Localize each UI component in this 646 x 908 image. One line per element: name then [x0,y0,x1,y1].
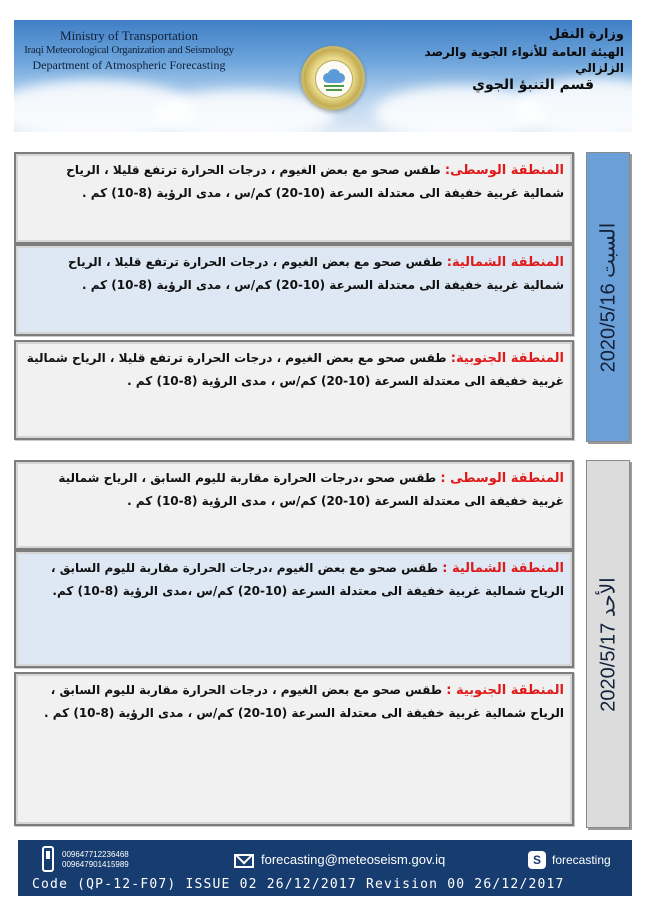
region-forecast-text: طقس صحو مع بعض الغيوم ، درجات الحرارة ترتفع قليلا ، الرياح شمالية غربية خفيفة الى معتدلة السرعة (10-20) كم/س ، مدى الرؤية (8-10) كم . [26,351,564,388]
forecast-date: الأحد 2020/5/17 [597,576,620,712]
department-name-ar: قسم التنبؤ الجوي [472,76,594,93]
phone-numbers [62,850,129,870]
document-code: Code (QP-12-F07) ISSUE 02 26/12/2017 Revision 00 26/12/2017 [32,877,565,892]
region-central-forecast [14,460,574,550]
organization-name-en: Iraqi Meteorological Organization and Seismology [24,44,234,57]
region-name: المنطقة الشمالية: [446,255,564,270]
skype-icon: S [528,851,546,869]
region-north-forecast [14,550,574,668]
region-name: المنطقة الوسطى: [444,163,564,178]
forecast-date: السبت 2020/5/16 [597,222,620,372]
region-name: المنطقة الشمالية : [442,561,564,576]
region-south-forecast [14,340,574,440]
region-forecast-text: طقس صحو مع بعض الغيوم ، درجات الحرارة مقاربة لليوم السابق ، الرياح شمالية غربية خفيفة الى معتدلة السرعة (10-20) كم/س ، مدى الرؤية (8-10) كم . [44,683,564,720]
phone-number: 009647712236468 [62,850,129,859]
region-name: المنطقة الوسطى : [440,471,564,486]
envelope-icon [234,854,254,868]
region-name: المنطقة الجنوبية : [446,683,564,698]
region-forecast-text: طقس صحو مع بعض الغيوم ، درجات الحرارة ترتفع قليلا ، الرياح شمالية غربية خفيفة الى معتدلة السرعة (10-20) كم/س ، مدى الرؤية (8-10) كم . [66,163,564,200]
region-central-forecast [14,152,574,244]
contact-footer [18,840,632,896]
region-south-forecast [14,672,574,826]
email-link[interactable]: forecasting@meteoseism.gov.iq [261,852,446,867]
mobile-phone-icon [42,846,54,872]
forecast-day-sunday [14,460,632,828]
date-tab [586,460,630,828]
header-banner [14,20,632,132]
skype-handle[interactable]: forecasting [552,853,611,867]
region-name: المنطقة الجنوبية: [450,351,564,366]
english-organization-title [14,28,244,73]
ministry-name-ar: وزارة النقل [548,27,624,42]
region-north-forecast [14,244,574,336]
department-name-en: Department of Atmospheric Forecasting [32,58,226,72]
region-forecast-text: طقس صحو مع بعض الغيوم ، درجات الحرارة ترتفع قليلا ، الرياح شمالية غربية خفيفة الى معتدلة السرعة (10-20) كم/س ، مدى الرؤية (8-10) كم . [68,255,564,292]
date-tab [586,152,630,442]
meteorology-seal-icon [301,46,365,110]
organization-name-ar: الهيئة العامة للأنواء الجوية والرصد الزلزالي [424,44,624,75]
region-forecast-text: طقس صحو ،درجات الحرارة مقاربة لليوم السابق ، الرياح شمالية غربية خفيفة الى معتدلة السرعة (10-20) كم/س ، مدى الرؤية (8-10) كم . [58,471,564,508]
region-forecast-text: طقس صحو مع بعض الغيوم ،درجات الحرارة مقاربة لليوم السابق ، الرياح شمالية غربية خفيفة الى معتدلة السرعة (10-20) كم/س ،مدى الرؤية (8-10) كم. [50,561,564,598]
forecast-day-saturday [14,152,632,442]
phone-number: 009647901415989 [62,860,129,869]
ministry-name-en: Ministry of Transportation [60,28,198,43]
arabic-organization-title [384,26,624,95]
